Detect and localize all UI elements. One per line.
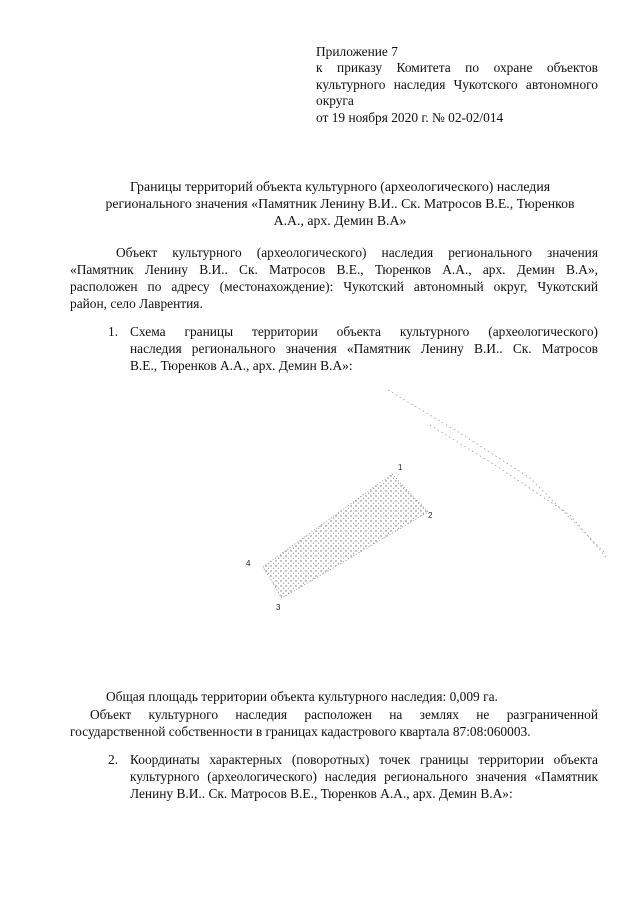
item2-line-3: Ленину В.И.. Ск. Матросов В.Е., Тюренков А.А., арх. Демин В.А»:	[130, 786, 513, 801]
boundary-point-label-2: 2	[428, 511, 433, 520]
list-item-coordinates	[70, 751, 598, 802]
appendix-committee-line: культурного наследия Чукотского автономного	[316, 76, 598, 92]
appendix-region-line: округа	[316, 93, 354, 109]
land-paragraph	[70, 706, 598, 740]
appendix-date-line: от 19 ноября 2020 г. № 02-02/014	[316, 109, 504, 125]
item2-line-2: культурного (археологического) наследия регионального значения «Памятник	[130, 769, 598, 784]
title-line-2: регионального значения «Памятник Ленину В.И.. Ск. Матросов В.Е., Тюренков	[105, 196, 575, 211]
item1-line-2: наследия регионального значения «Памятник Ленину В.И.. Ск. Матросов	[130, 341, 598, 356]
title-line-1: Границы территорий объекта культурного (археологического) наследия	[129, 179, 551, 194]
intro-line-4: район, село Лаврентия.	[70, 296, 203, 311]
appendix-number: Приложение 7	[316, 44, 398, 59]
boundary-point-label-4: 4	[246, 559, 251, 568]
territory-boundary-polygon	[263, 474, 428, 598]
intro-line-3: расположен по адресу (местонахождение): Чукотский автономный округ, Чукотский	[70, 279, 598, 294]
item1-line-1: Схема границы территории объекта культурного (археологического)	[130, 324, 598, 339]
land-line-2: государственной собственности в границах кадастрового квартала 87:08:060003.	[70, 724, 531, 739]
boundary-point-label-1: 1	[398, 463, 403, 472]
land-line-1: Объект культурного наследия расположен на землях не разграниченной	[90, 707, 598, 722]
list-item-number: 1.	[108, 324, 119, 339]
item1-line-3: В.Е., Тюренков А.А., арх. Демин В.А»:	[130, 358, 353, 373]
title-line-3: А.А., арх. Демин В.А»	[273, 213, 407, 228]
intro-line-1: Объект культурного (археологического) наследия регионального значения	[116, 245, 598, 260]
street-edge-line-upper	[388, 390, 605, 553]
area-text: Общая площадь территории объекта культурного наследия: 0,009 га.	[106, 689, 498, 704]
street-edge-line-lower	[430, 425, 606, 557]
list-item-number: 2.	[108, 752, 119, 767]
intro-line-2: «Памятник Ленину В.И.. Ск. Матросов В.Е., Тюренков А.А., арх. Демин В.А»,	[70, 262, 598, 277]
street-edge-lines	[388, 390, 606, 557]
area-paragraph	[70, 688, 598, 705]
item2-line-1: Координаты характерных (поворотных) точек границы территории объекта	[130, 752, 598, 767]
boundary-point-label-3: 3	[276, 603, 281, 612]
appendix-order-line: к приказу Комитета по охране объектов	[316, 60, 598, 76]
